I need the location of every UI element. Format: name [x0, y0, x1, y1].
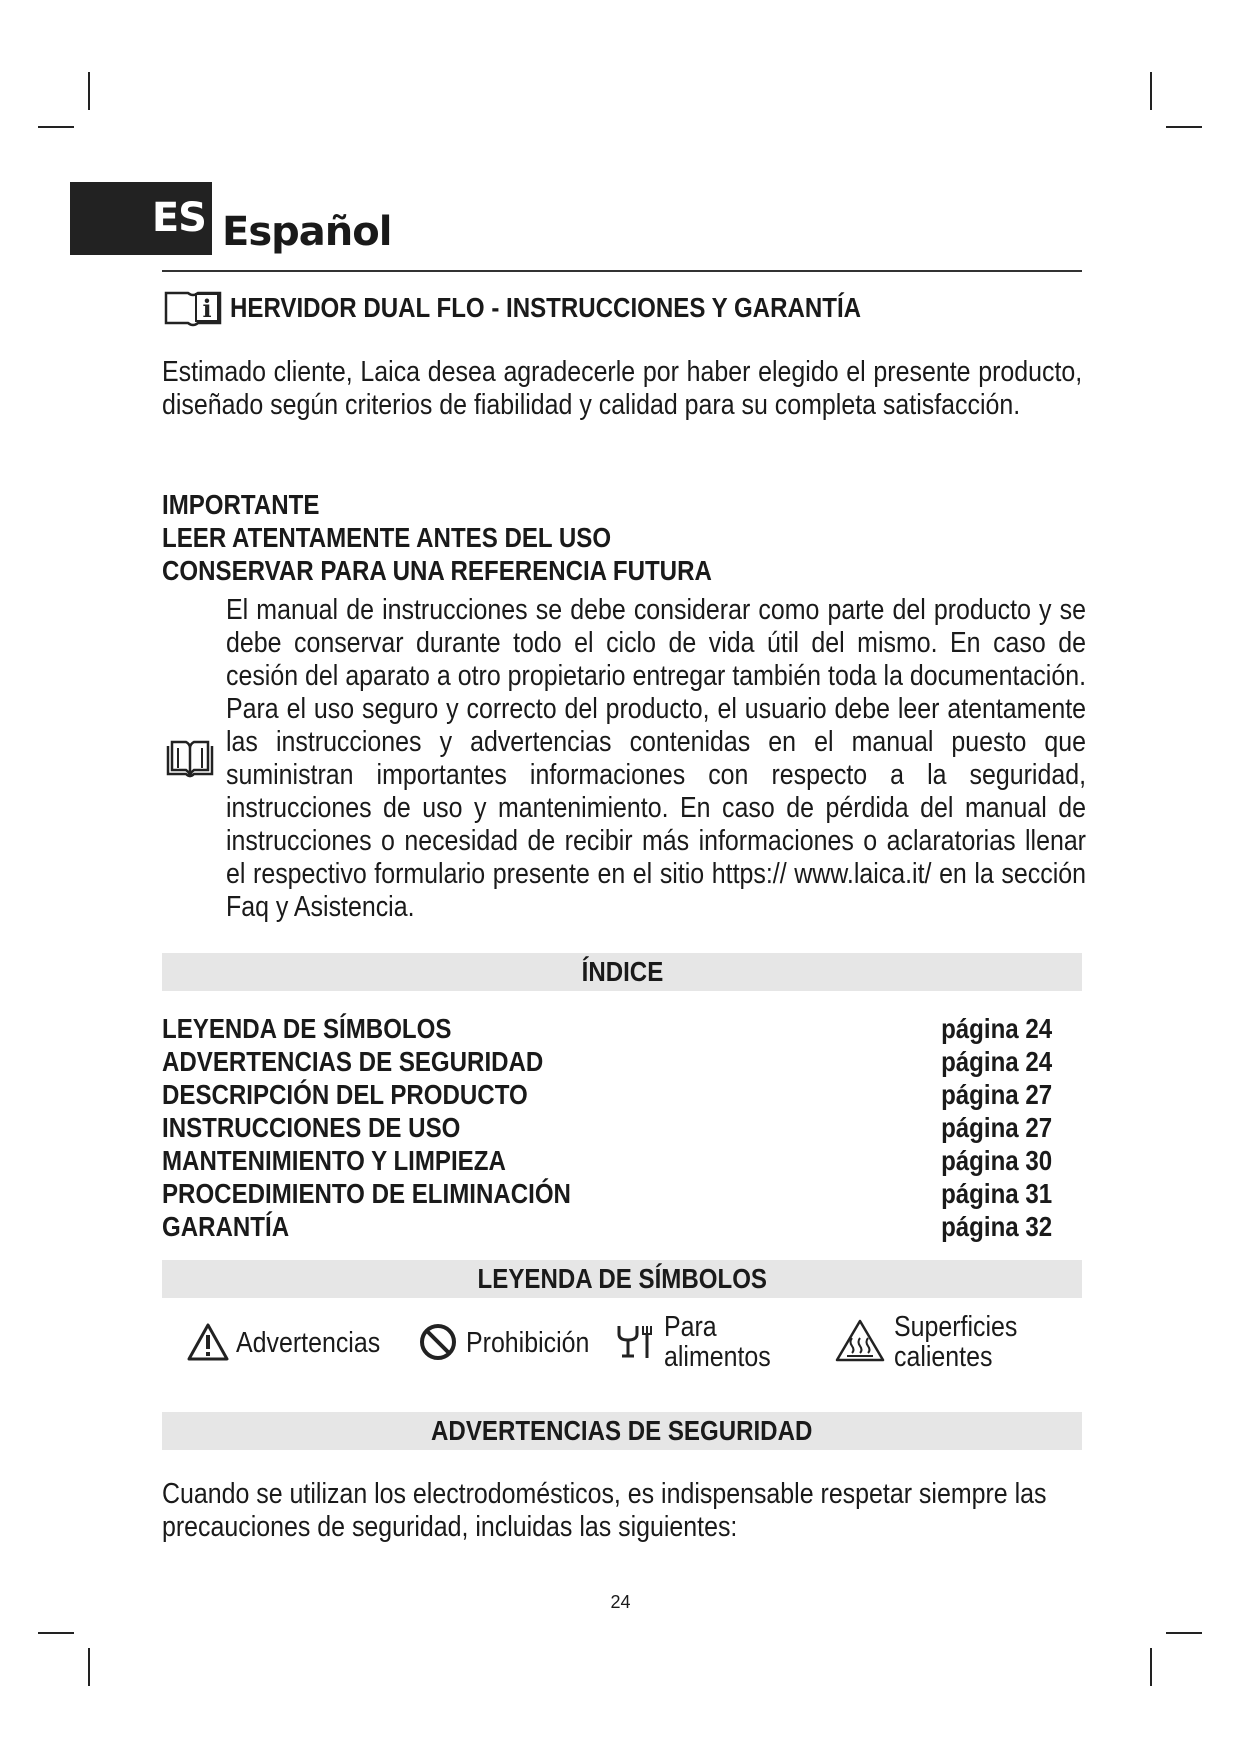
index-list — [162, 1012, 1052, 1243]
crop-mark — [1166, 126, 1202, 128]
warning-icon — [186, 1322, 230, 1362]
index-item-page: página 32 — [940, 1211, 1052, 1242]
language-code-badge: ES — [70, 182, 212, 255]
food-contact-icon — [616, 1322, 656, 1364]
index-item — [162, 1045, 1052, 1078]
index-item — [162, 1177, 1052, 1210]
prohibition-icon — [418, 1322, 458, 1362]
page-number: 24 — [610, 1592, 631, 1612]
svg-text:i: i — [202, 294, 212, 323]
crop-mark — [38, 126, 74, 128]
index-item-page: página 24 — [940, 1013, 1052, 1044]
safety-paragraph: Cuando se utilizan los electrodomésticos, es indispensable respetar siempre las precauciones de seguridad, incluidas las siguientes: — [162, 1478, 1047, 1543]
warning-label: Advertencias — [236, 1327, 381, 1359]
intro-paragraph: Estimado cliente, Laica desea agradecerle por haber elegido el presente producto, diseñado según criterios de fiabilidad y calidad para su completa satisfacción. — [162, 356, 1083, 421]
crop-mark — [1150, 1648, 1152, 1686]
index-item — [162, 1078, 1052, 1111]
important-line: IMPORTANTE — [162, 489, 320, 520]
index-item-page: página 27 — [940, 1079, 1052, 1110]
index-item — [162, 1111, 1052, 1144]
prohibition-label: Prohibición — [466, 1327, 590, 1359]
symbols-heading-bar — [162, 1260, 1082, 1298]
header-rule — [162, 270, 1082, 272]
food-label-line2: alimentos — [664, 1341, 771, 1373]
safety-heading-bar — [162, 1412, 1082, 1450]
hot-surface-icon — [834, 1318, 886, 1364]
info-book-icon — [162, 287, 224, 329]
index-item — [162, 1144, 1052, 1177]
index-item-label: DESCRIPCIÓN DEL PRODUCTO — [162, 1079, 528, 1110]
index-heading: ÍNDICE — [581, 956, 663, 987]
index-item-page: página 30 — [940, 1145, 1052, 1176]
index-item-label: GARANTÍA — [162, 1211, 290, 1242]
language-name: Español — [222, 209, 392, 255]
safety-heading: ADVERTENCIAS DE SEGURIDAD — [431, 1415, 813, 1446]
index-item-page: página 27 — [940, 1112, 1052, 1143]
symbols-heading: LEYENDA DE SÍMBOLOS — [477, 1263, 767, 1294]
crop-mark — [88, 72, 90, 110]
hot-surface-label-line2: calientes — [894, 1341, 993, 1373]
manual-note-paragraph: El manual de instrucciones se debe considerar como parte del producto y se debe conservar durante todo el ciclo de vida útil del mismo. En caso de cesión del aparato a otro propietario entregar también toda la documentación. Para el uso seguro y correcto del producto, el usuario debe leer atentamente las instrucciones y advertencias contenidas en el manual puesto que suministran importantes informaciones con respecto a la seguridad, instrucciones de uso y mantenimiento. En caso de pérdida del manual de instrucciones o necesidad de recibir más informaciones o aclaratorias llenar el respectivo formulario presente en el sitio https:// www.laica.it/ en la sección Faq y Asistencia. — [226, 594, 1086, 923]
food-label-line1: Para — [664, 1311, 717, 1343]
crop-mark — [88, 1648, 90, 1686]
index-item-label: ADVERTENCIAS DE SEGURIDAD — [162, 1046, 544, 1077]
hot-surface-label-line1: Superficies — [894, 1311, 1018, 1343]
index-item-label: LEYENDA DE SÍMBOLOS — [162, 1013, 452, 1044]
important-line: CONSERVAR PARA UNA REFERENCIA FUTURA — [162, 555, 712, 586]
crop-mark — [38, 1632, 74, 1634]
index-item — [162, 1210, 1052, 1243]
important-line: LEER ATENTAMENTE ANTES DEL USO — [162, 522, 612, 553]
document-title: HERVIDOR DUAL FLO - INSTRUCCIONES Y GARANTÍA — [230, 292, 862, 323]
index-heading-bar — [162, 953, 1082, 991]
crop-mark — [1150, 72, 1152, 110]
index-item-page: página 24 — [940, 1046, 1052, 1077]
index-item-label: INSTRUCCIONES DE USO — [162, 1112, 461, 1143]
crop-mark — [1166, 1632, 1202, 1634]
index-item-label: MANTENIMIENTO Y LIMPIEZA — [162, 1145, 506, 1176]
index-item-label: PROCEDIMIENTO DE ELIMINACIÓN — [162, 1178, 571, 1209]
manual-book-icon — [166, 740, 214, 780]
important-notice — [162, 488, 712, 587]
index-item-page: página 31 — [940, 1178, 1052, 1209]
index-item — [162, 1012, 1052, 1045]
